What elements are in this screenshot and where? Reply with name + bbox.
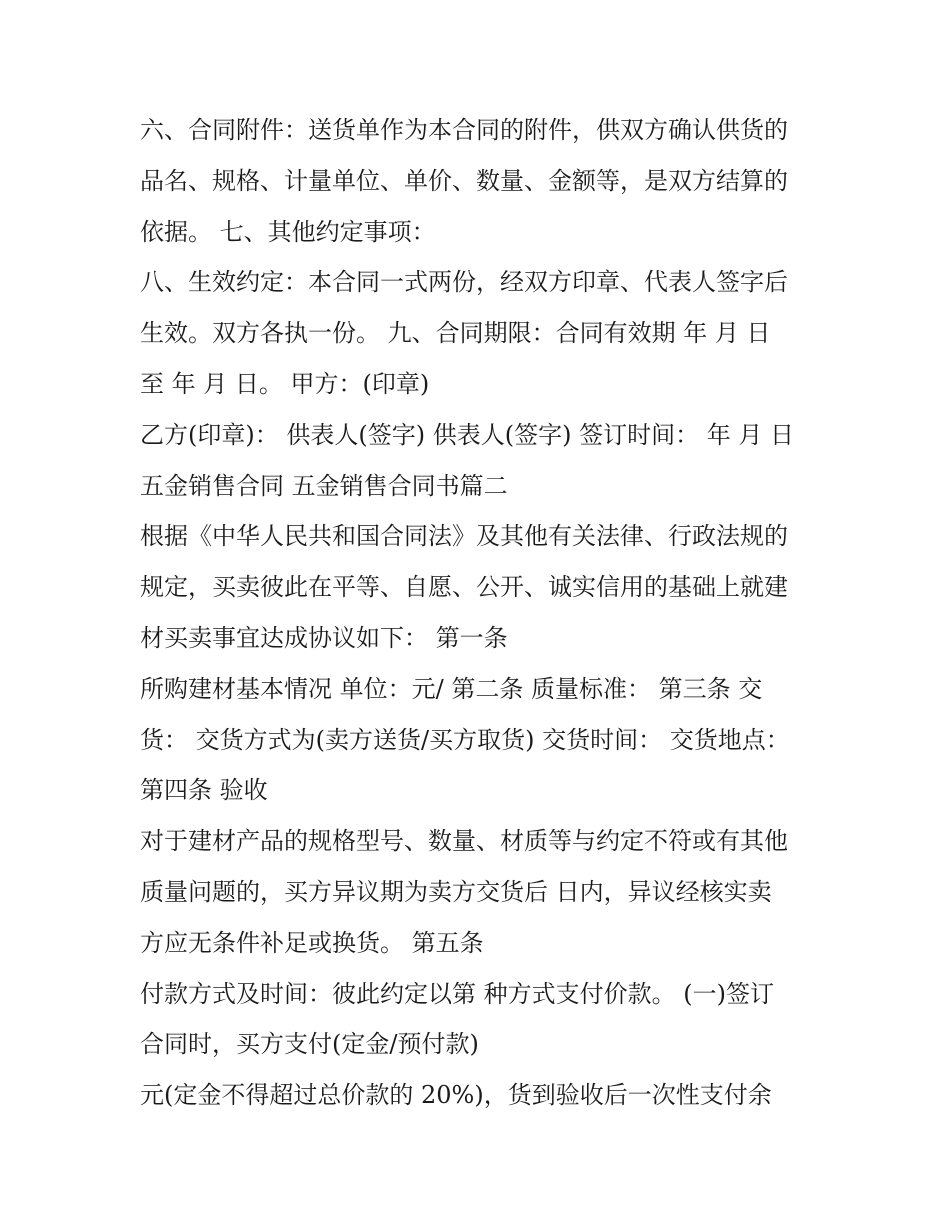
text-line: 至 年 月 日。 甲方：(印章) bbox=[140, 369, 430, 398]
text-line: 根据《中华人民共和国合同法》及其他有关法律、行政法规的 bbox=[140, 522, 788, 551]
text-line: 依据。 七、其他约定事项： bbox=[140, 217, 436, 246]
text-line: 质量问题的，买方异议期为卖方交货后 日内，异议经核实卖 bbox=[140, 877, 772, 906]
text-line: 六、合同附件：送货单作为本合同的附件，供双方确认供货的 bbox=[140, 116, 788, 144]
text-line: 第四条 验收 bbox=[140, 776, 268, 805]
text-line: 所购建材基本情况 单位：元/ 第二条 质量标准： 第三条 交 bbox=[140, 674, 763, 703]
text-line: 乙方(印章)： 供表人(签字) 供表人(签字) 签订时间： 年 月 日 bbox=[140, 420, 794, 449]
text-line: 货： 交货方式为(卖方送货/买方取货) 交货时间： 交货地点： bbox=[140, 725, 790, 754]
text-line: 元(定金不得超过总价款的 20%)，货到验收后一次性支付余 bbox=[140, 1081, 772, 1110]
text-line: 品名、规格、计量单位、单价、数量、金额等，是双方结算的 bbox=[140, 166, 788, 195]
text-line: 规定，买卖彼此在平等、自愿、公开、诚实信用的基础上就建 bbox=[140, 573, 788, 602]
text-line: 方应无条件补足或换货。 第五条 bbox=[140, 928, 484, 957]
section-heading: 五金销售合同 五金销售合同书篇二 bbox=[140, 471, 508, 500]
text-line: 生效。双方各执一份。 九、合同期限：合同有效期 年 月 日 bbox=[140, 319, 771, 348]
text-line: 对于建材产品的规格型号、数量、材质等与约定不符或有其他 bbox=[140, 827, 788, 856]
text-line: 合同时，买方支付(定金/预付款) bbox=[140, 1030, 479, 1059]
text-line: 付款方式及时间：彼此约定以第 种方式支付价款。 (一)签订 bbox=[140, 979, 774, 1008]
contract-text bbox=[140, 105, 820, 1121]
text-line: 八、生效约定：本合同一式两份，经双方印章、代表人签字后 bbox=[140, 268, 788, 297]
text-line: 材买卖事宜达成协议如下： 第一条 bbox=[140, 623, 508, 652]
